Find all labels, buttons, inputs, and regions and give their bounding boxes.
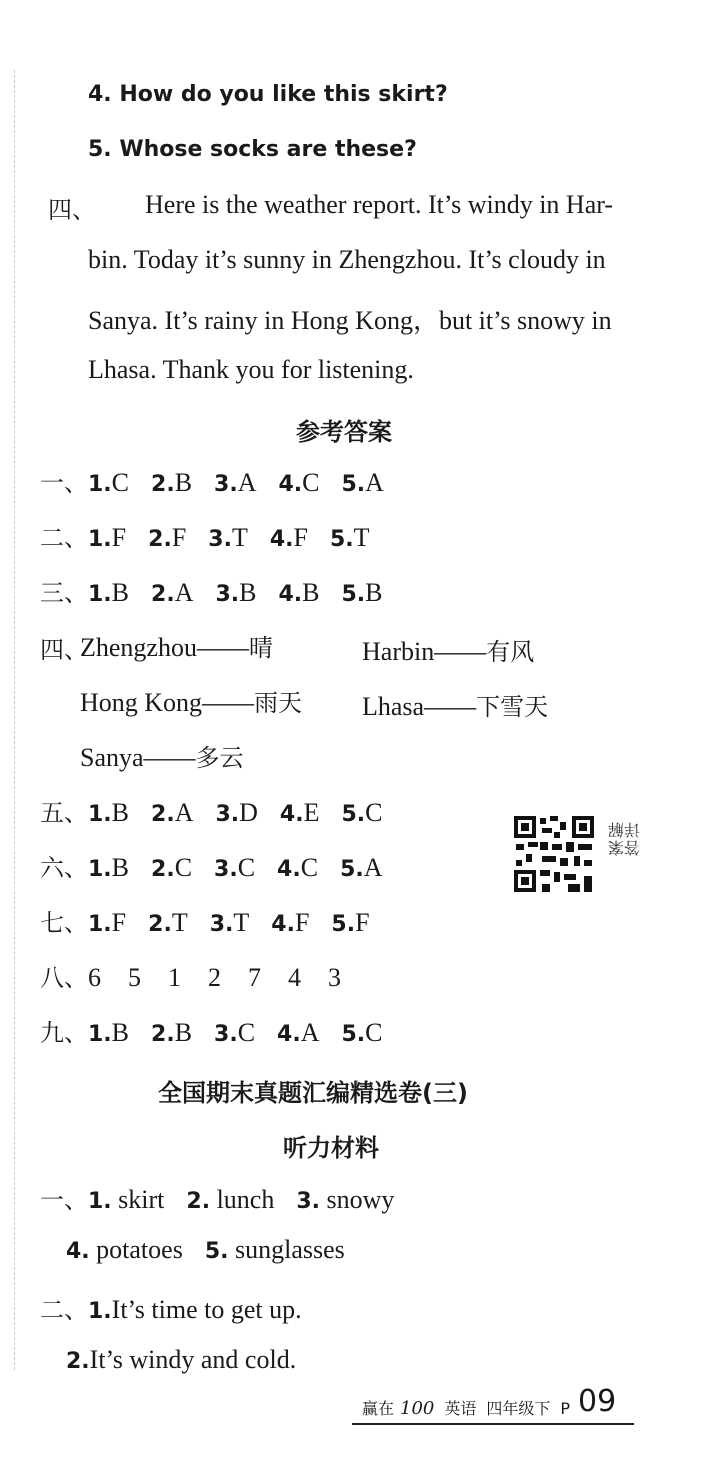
footer-brand-prefix: 赢在 bbox=[362, 1399, 395, 1418]
footer-rule bbox=[352, 1423, 634, 1425]
answer-item: 5. sunglasses bbox=[204, 1235, 345, 1264]
answer-item: 4.C bbox=[277, 853, 319, 882]
answer-row-1 bbox=[40, 463, 406, 498]
listening-prefix: 一、 bbox=[40, 1186, 88, 1214]
answer-item: 3.B bbox=[215, 578, 257, 607]
question-4 bbox=[88, 78, 448, 108]
answer-item: 5.A bbox=[341, 468, 384, 497]
answer-row-9 bbox=[40, 1013, 405, 1048]
answer-item: 5.A bbox=[340, 853, 383, 882]
answer-row-prefix: 三、 bbox=[40, 579, 88, 607]
weather-pair-5: Sanya——多云 bbox=[80, 743, 244, 772]
answer-item: 4.F bbox=[269, 523, 308, 552]
answer-row-prefix: 九、 bbox=[40, 1019, 88, 1047]
answer-item: 5.C bbox=[341, 798, 383, 827]
answer-item: 2.C bbox=[151, 853, 193, 882]
answer-item: 4.A bbox=[277, 1018, 320, 1047]
answer-item: 2. lunch bbox=[186, 1185, 275, 1214]
answer-row-prefix: 二、 bbox=[40, 524, 88, 552]
section-4-line-4: Lhasa. Thank you for listening. bbox=[88, 355, 414, 384]
answer-item: 3.A bbox=[214, 468, 257, 497]
answer-row-8: 八、6 5 1 2 7 4 3 bbox=[40, 963, 341, 992]
weather-pair-1: Zhengzhou——晴 bbox=[80, 633, 273, 662]
listening-prefix: 二、 bbox=[40, 1296, 88, 1324]
answer-item: 4.B bbox=[278, 578, 320, 607]
answer-item: 5.C bbox=[341, 1018, 383, 1047]
answer-item: 3.C bbox=[214, 853, 256, 882]
listening-title: 听力材料 bbox=[283, 1134, 379, 1162]
answer-item: 2.B bbox=[151, 1018, 193, 1047]
answer-item: 2.A bbox=[151, 798, 194, 827]
answer-item: 1.B bbox=[88, 578, 130, 607]
listening-row-1 bbox=[40, 1180, 416, 1215]
answer-item: 1.B bbox=[88, 798, 130, 827]
section-4-line-3: Sanya. It’s rainy in Hong Kong，but it’s snowy in bbox=[88, 306, 612, 335]
answer-item: 2.B bbox=[151, 468, 193, 497]
answer-item: 4.C bbox=[278, 468, 320, 497]
answer-item: 1.C bbox=[88, 468, 130, 497]
footer-brand bbox=[362, 1396, 570, 1419]
answer-item: 1.B bbox=[88, 1018, 130, 1047]
weather-pair-2: Harbin——有风 bbox=[362, 637, 535, 666]
question-5 bbox=[88, 133, 417, 163]
brand-logo-icon: 100 bbox=[400, 1398, 435, 1419]
answer-row-prefix: 六、 bbox=[40, 854, 88, 882]
answer-item: 5.F bbox=[331, 908, 370, 937]
answer-row-prefix: 五、 bbox=[40, 799, 88, 827]
weather-pair-4: Lhasa——下雪天 bbox=[362, 692, 549, 721]
answer-row-3 bbox=[40, 573, 405, 608]
answer-item: 2.A bbox=[151, 578, 194, 607]
answer-item: 3. snowy bbox=[296, 1185, 395, 1214]
answer-item: 4. potatoes bbox=[66, 1235, 183, 1264]
margin-rule bbox=[14, 70, 15, 1370]
section-4-line-1: Here is the weather report. It’s windy in Har- bbox=[145, 190, 614, 219]
exam-title: 全国期末真题汇编精选卷(三) bbox=[158, 1079, 468, 1107]
answer-item: 5.T bbox=[329, 523, 370, 552]
answer-row-prefix: 八、 bbox=[40, 964, 88, 992]
answer-row-prefix: 一、 bbox=[40, 469, 88, 497]
footer-page-number: 09 bbox=[578, 1384, 617, 1419]
section-4-line-2: bin. Today it’s sunny in Zhengzhou. It’s cloudy in bbox=[88, 245, 606, 274]
answer-item: 2.T bbox=[148, 908, 188, 937]
answer-row-2 bbox=[40, 518, 392, 553]
footer-grade: 四年级下 bbox=[486, 1399, 551, 1418]
answer-item: 1.F bbox=[88, 908, 127, 937]
question-4-text: 4. How do you like this skirt? bbox=[88, 82, 448, 107]
answer-item: 1. skirt bbox=[88, 1185, 165, 1214]
listening-row-3: 二、1.It’s time to get up. bbox=[40, 1295, 302, 1324]
footer-page-label: P bbox=[560, 1399, 571, 1418]
answer-row-5 bbox=[40, 793, 405, 828]
weather-pair-3: Hong Kong——雨天 bbox=[80, 688, 303, 717]
qr-caption: 答案详解 bbox=[607, 820, 640, 857]
answer-item: 5.B bbox=[341, 578, 383, 607]
answer-item: 1.B bbox=[88, 853, 130, 882]
answer-row-6 bbox=[40, 848, 405, 883]
answer-item: 2.F bbox=[148, 523, 187, 552]
answer-item: 1.F bbox=[88, 523, 127, 552]
answer-row-7 bbox=[40, 903, 392, 938]
answers-title: 参考答案 bbox=[296, 418, 392, 446]
answer-item: 4.E bbox=[279, 798, 320, 827]
section-4-prefix: 四、 bbox=[48, 196, 96, 224]
footer-subject: 英语 bbox=[444, 1399, 477, 1418]
weather-prefix: 四、 bbox=[40, 636, 88, 664]
question-5-text: 5. Whose socks are these? bbox=[88, 137, 417, 162]
answer-item: 3.D bbox=[215, 798, 258, 827]
answer-item: 3.C bbox=[214, 1018, 256, 1047]
answer-item: 3.T bbox=[208, 523, 248, 552]
answer-row-prefix: 七、 bbox=[40, 909, 88, 937]
answer-item: 4.F bbox=[271, 908, 310, 937]
qr-code-icon[interactable] bbox=[512, 814, 596, 894]
listening-row-4: 2.It’s windy and cold. bbox=[66, 1345, 297, 1374]
listening-row-2 bbox=[66, 1235, 367, 1265]
answer-item: 3.T bbox=[209, 908, 250, 937]
